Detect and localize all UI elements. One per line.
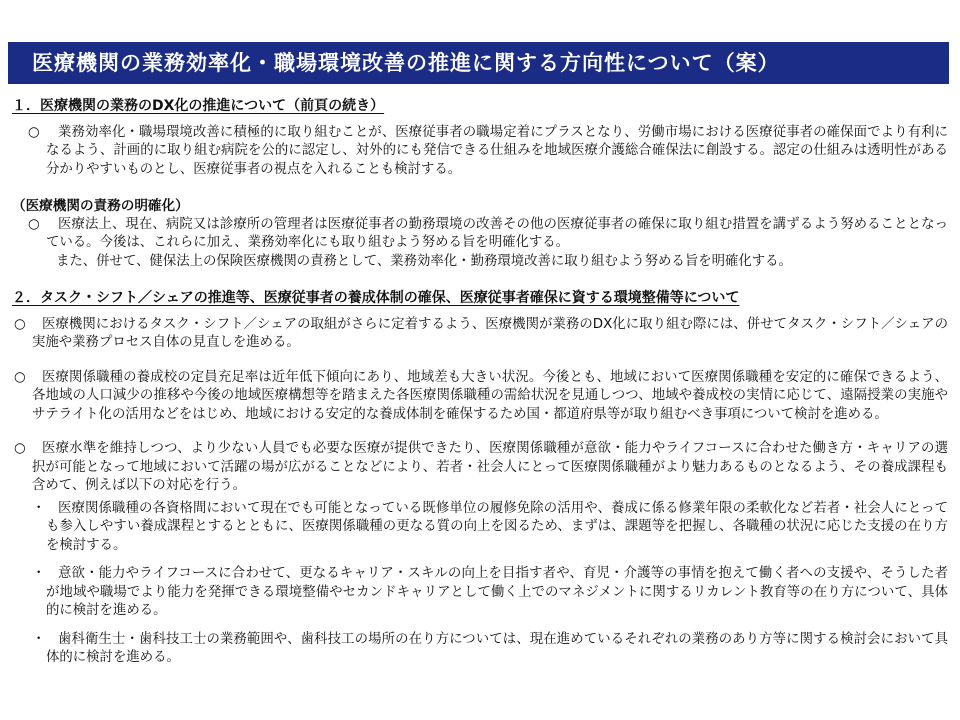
dot-bullet: ・ [32, 631, 46, 647]
section-2-item-3-text: 医療水準を維持しつつ、より少ない人員でも必要な医療が提供できたり、医療関係職種が意欲・能力やライフコースに合わせた働き方・キャリアの選択が可能となって地域において活躍の場が広がることなどにより、若者・社会人にとって医療関係職種がより魅力あるものとなるよう、その養成課程も含めて、例えば以下の対応を行う。 [32, 441, 948, 493]
section-2-item-2 [12, 369, 948, 425]
section-2-item-1-text: 医療機関におけるタスク・シフト／シェアの取組がさらに定着するよう、医療機関が業務のDX化に取り組む際には、併せてタスク・シフト／シェアの実施や業務プロセス自体の見直しを進める。 [32, 316, 948, 350]
circle-bullet: ○ [28, 124, 40, 140]
section-1-sub-item-1-text: 医療法上、現在、病院又は診療所の管理者は医療従事者の勤務環境の改善その他の医療従事者の確保に取り組む措置を講ずるよう努めることとなっている。今後は、これらに加え、業務効率化にも取り組むよう努める旨を明確化する。 [46, 216, 948, 250]
document-body [12, 97, 948, 668]
section-2-item-3 [12, 440, 948, 496]
section-2-bullet-1-text: 医療関係職種の各資格間において現在でも可能となっている既修単位の履修免除の活用や、養成に係る修業年限の柔軟化など若者・社会人にとっても参入しやすい養成課程とするとともに、医療関係職種の更なる質の向上を図るため、まずは、課題等を把握し、各職種の状況に応じた支援の在り方を検討する。 [46, 500, 948, 553]
section-2-bullet-2 [12, 565, 948, 621]
section-1-sub-item-1 [12, 216, 948, 253]
section-1-sub-continuation: また、併せて、健保法上の保険医療機関の責務として、業務効率化・勤務環境改善に取り組むよう努める旨を明確化する。 [56, 253, 792, 269]
section-1-item-1-text: 業務効率化・職場環境改善に積極的に取り組むことが、医療従事者の職場定着にプラスとなり、労働市場における医療従事者の確保面でより有利になるよう、計画的に取り組む病院を公的に認定し、対外的にも発信できる仕組みを地域医療介護総合確保法に創設する。認定の仕組みは透明性がある分かりやすいものとし、医療従事者の視点を入れることも検討する。 [46, 124, 948, 177]
circle-bullet: ○ [14, 441, 26, 456]
page-title-bar [8, 42, 949, 84]
section-2-bullet-2-text: 意欲・能力やライフコースに合わせて、更なるキャリア・スキルの向上を目指す者や、育児・介護等の事情を抱えて働く者への支援や、そうした者が地域や職場でより能力を発揮できる環境整備やセカンドキャリアとして働く上でのマネジメントに関するリカレント教育等の在り方について、具体的に検討を進める。 [46, 566, 948, 618]
section-1-heading: １．医療機関の業務のDX化の推進について（前頁の続き） [12, 98, 385, 114]
section-2-bullet-3-text: 歯科衛生士・歯科技工士の業務範囲や、歯科技工の場所の在り方については、現在進めているそれぞれの業務のあり方等に関する検討会において具体的に検討を進める。 [46, 631, 948, 665]
section-1-item-1 [12, 124, 948, 180]
dot-bullet: ・ [32, 500, 46, 516]
circle-bullet: ○ [14, 316, 26, 332]
circle-bullet: ○ [28, 216, 40, 232]
section-2-bullet-3 [12, 631, 948, 668]
section-2-item-1 [12, 316, 948, 353]
section-1-subheading: （医療機関の責務の明確化） [12, 198, 189, 214]
section-2-heading: ２．タスク・シフト／シェアの推進等、医療従事者の養成体制の確保、医療従事者確保に資する環境整備等について [12, 290, 740, 306]
circle-bullet: ○ [14, 369, 26, 385]
section-2-item-2-text: 医療関係職種の養成校の定員充足率は近年低下傾向にあり、地域差も大きい状況。今後とも、地域において医療関係職種を安定的に確保できるよう、各地域の人口減少の推移や今後の地域医療構想等を踏まえた各医療関係職種の需給状況を見通しつつ、地域や養成校の実情に応じて、遠隔授業の実施やサテライト化の活用などをはじめ、地域における安定的な養成体制を確保するため国・都道府県等が取り組むべき事項について検討を進める。 [32, 369, 948, 422]
section-2-bullet-1 [12, 500, 948, 556]
dot-bullet: ・ [32, 566, 46, 581]
page-title: 医療機関の業務効率化・職場環境改善の推進に関する方向性について（案） [32, 51, 780, 75]
